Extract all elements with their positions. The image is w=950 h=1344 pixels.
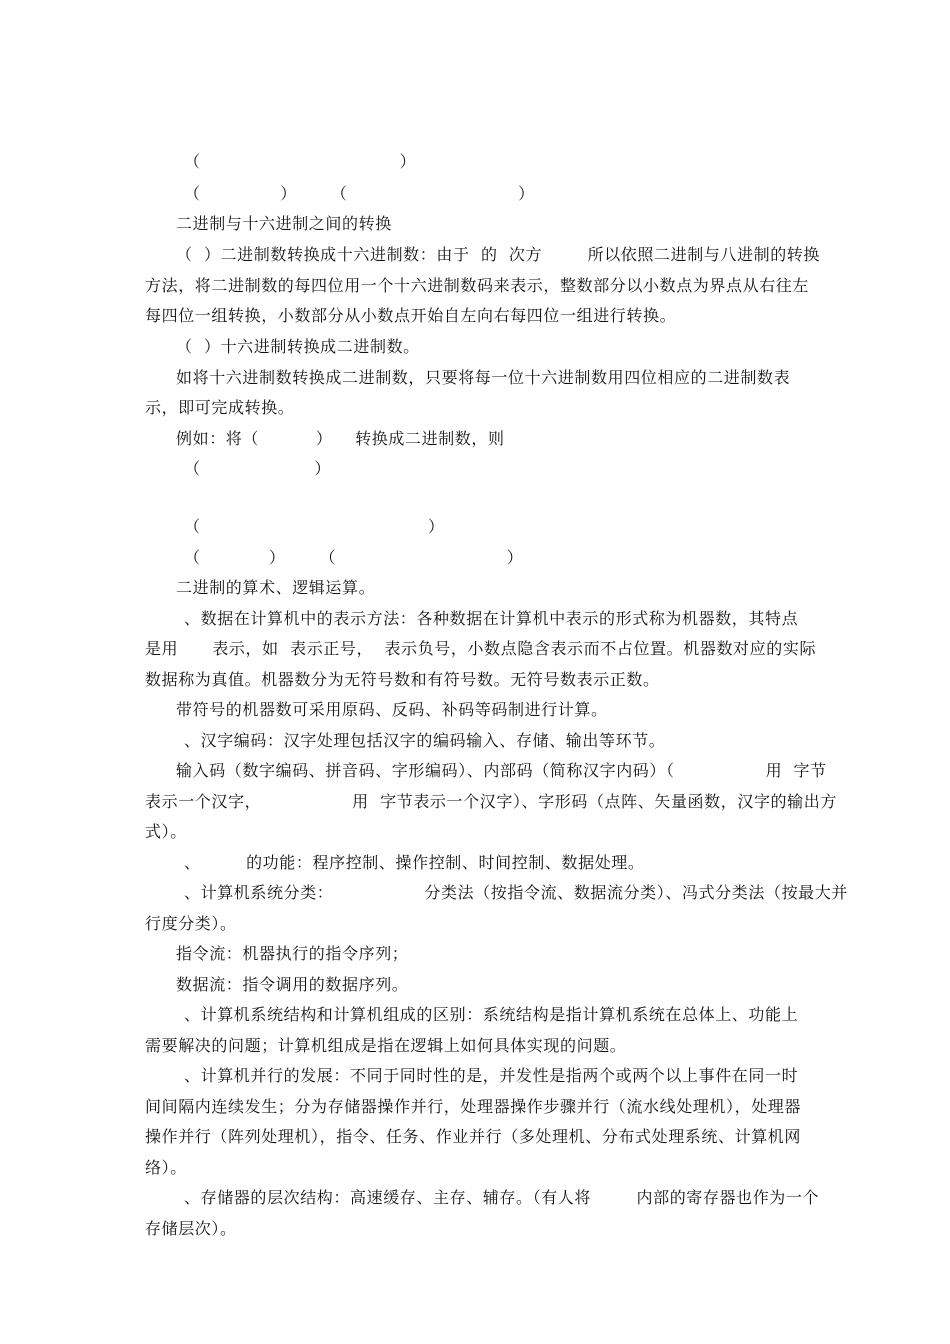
paren-line-5: （ ） （ ） [184,548,524,567]
paragraph-line: 带符号的机器数可采用原码、反码、补码等码制进行计算。 [176,700,608,719]
paragraph-line: 如将十六进制数转换成二进制数，只要将每一位十六进制数用四位相应的二进制数表 [176,368,791,387]
paragraph-line: 数据称为真值。机器数分为无符号数和有符号数。无符号数表示正数。 [145,670,660,689]
paren-line-1: （ ） [184,152,417,171]
paragraph-line: 数据流：指令调用的数据序列。 [176,975,409,994]
paragraph-line: 示，即可完成转换。 [145,398,295,417]
paragraph-line: 输入码（数字编码、拼音码、字形编码）、内部码（简称汉字内码）（ 用 字节 [176,761,827,780]
paragraph-line: （ ）十六进制转换成二进制数。 [176,337,420,356]
example-line: 例如：将（ ） 转换成二进制数，则 [176,429,505,448]
paragraph-line: 行度分类）。 [145,914,237,933]
paragraph-line: 表示一个汉字， 用 字节表示一个汉字）、字形码（点阵、矢量函数，汉字的输出方 [145,792,837,811]
paragraph-line: 、计算机并行的发展：不同于同时性的是，并发性是指两个或两个以上事件在同一时 [184,1066,799,1085]
paragraph-line: 是用 表示，如 表示正号， 表示负号，小数点隐含表示而不占位置。机器数对应的实际 [145,639,817,658]
paragraph-line: 、计算机系统结构和计算机组成的区别：系统结构是指计算机系统在总体上、功能上 [184,1005,799,1024]
paragraph-line: 式）。 [145,822,187,841]
paragraph-line: 间间隔内连续发生；分为存储器操作并行，处理器操作步骤并行（流水线处理机），处理器 [145,1097,802,1116]
paragraph-line: 需要解决的问题；计算机组成是指在逻辑上如何具体实现的问题。 [145,1036,627,1055]
paragraph-line: 络）。 [145,1158,187,1177]
paragraph-line: 、计算机系统分类： 分类法（按指令流、数据流分类）、冯式分类法（按最大并 [184,883,848,902]
paragraph-line: 、存储器的层次结构：高速缓存、主存、辅存。（有人将 内部的寄存器也作为一个 [184,1188,820,1207]
paragraph-line: 每四位一组转换，小数部分从小数点开始自左向右每四位一组进行转换。 [145,306,677,325]
paren-line-3: （ ） [184,459,331,478]
paragraph-line: 、汉字编码：汉字处理包括汉字的编码输入、存储、输出等环节。 [184,731,666,750]
paragraph-line: 、数据在计算机中的表示方法：各种数据在计算机中表示的形式称为机器数，其特点 [184,609,799,628]
paragraph-line: 、 的功能：程序控制、操作控制、时间控制、数据处理。 [184,853,645,872]
paren-line-4: （ ） [184,517,445,536]
paragraph-line: 指令流：机器执行的指令序列； [176,944,409,963]
section-heading-hex-conversion: 二进制与十六进制之间的转换 [176,214,392,233]
paragraph-line: 操作并行（阵列处理机），指令、任务、作业并行（多处理机、分布式处理系统、计算机网 [145,1127,802,1146]
section-heading-binary-ops: 二进制的算术、逻辑运算。 [176,578,376,597]
paragraph-line: （ ）二进制数转换成十六进制数：由于 的 次方 所以依照二进制与八进制的转换 [176,245,821,264]
paragraph-line: 方法，将二进制数的每四位用一个十六进制数码来表示，整数部分以小数点为界点从右往左 [145,276,810,295]
paragraph-line: 存储层次）。 [145,1219,237,1238]
paren-line-2: （ ） （ ） [184,184,535,203]
